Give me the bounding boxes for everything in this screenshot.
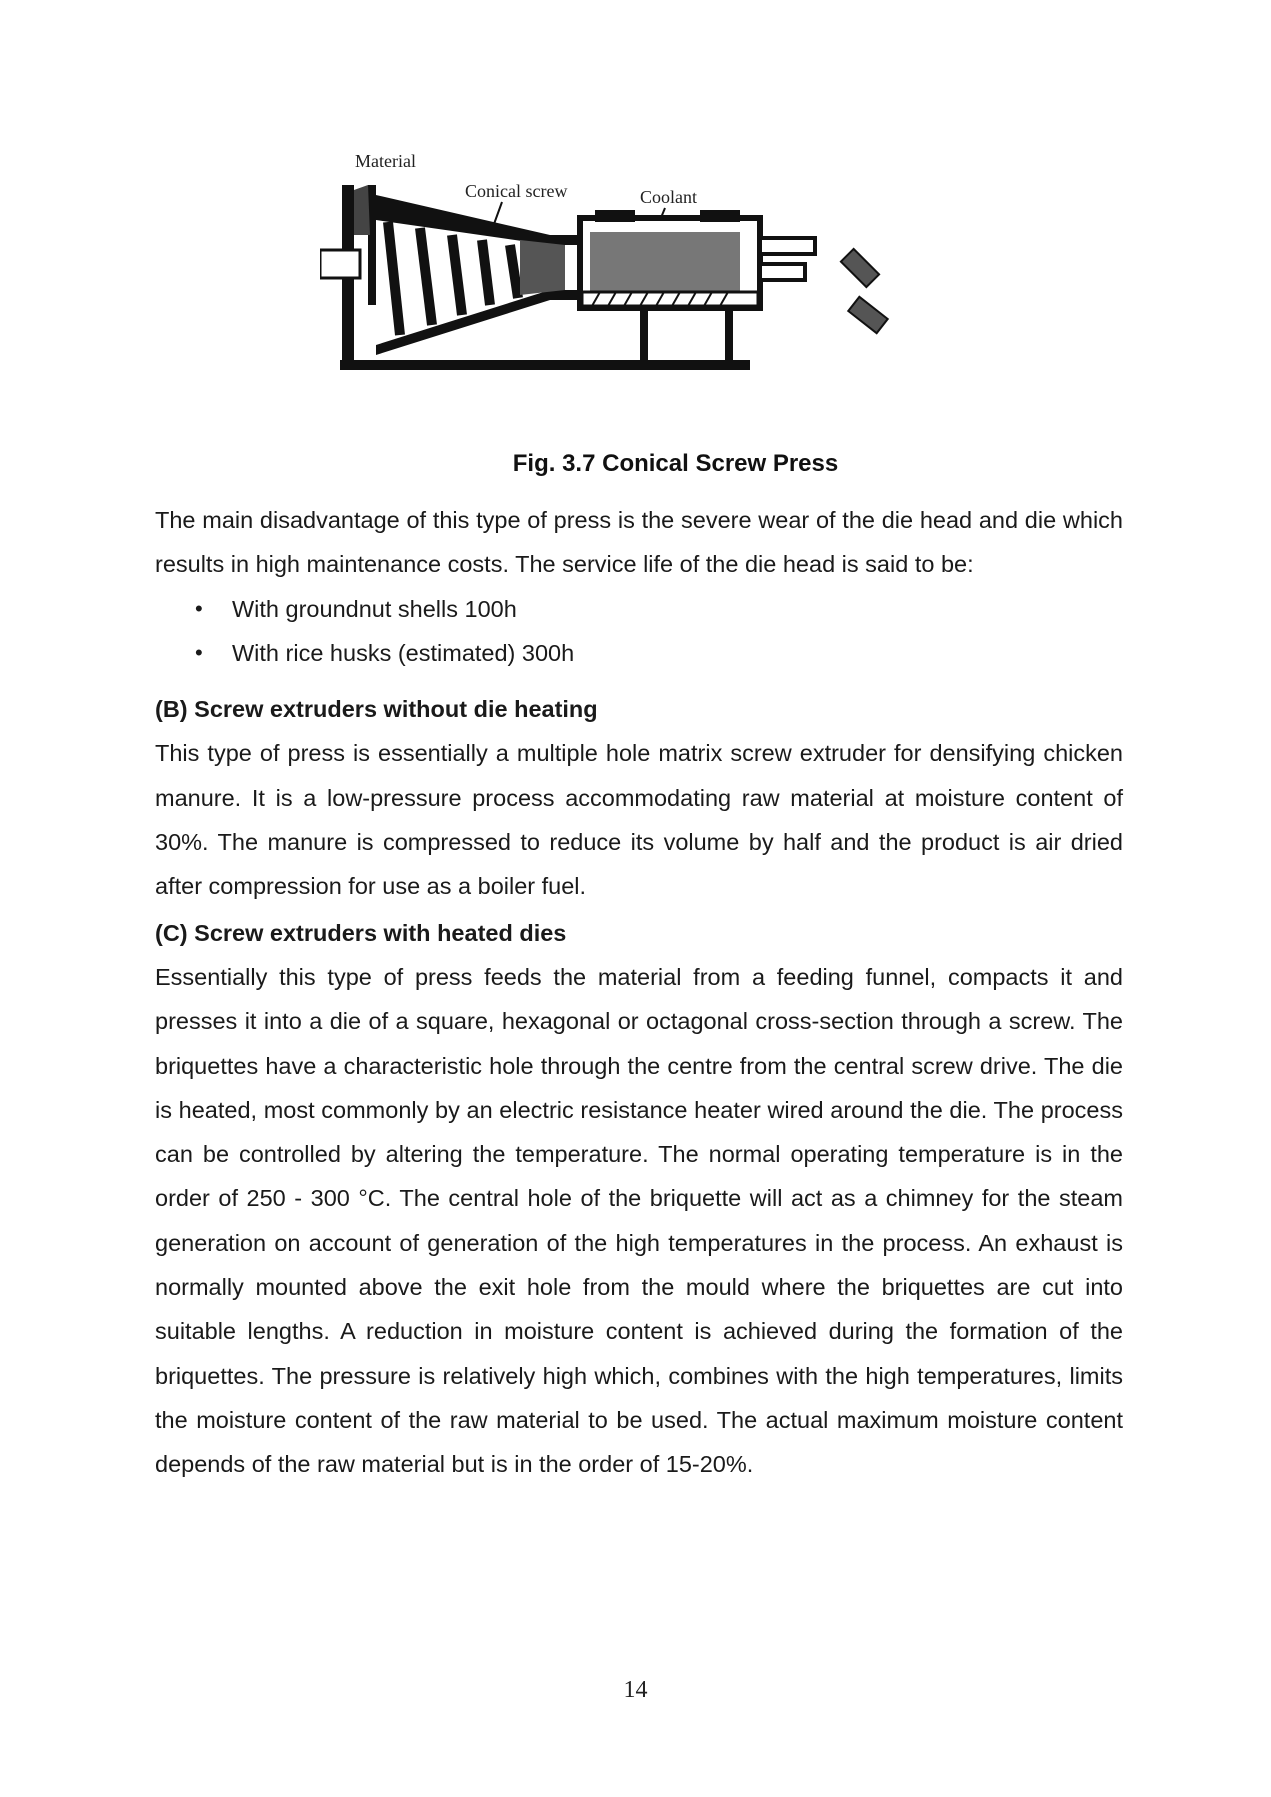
briquette-1 (841, 249, 879, 287)
die-material (590, 232, 740, 292)
heading-screw-extruders-without-die-heating: (B) Screw extruders without die heating (155, 696, 598, 723)
briquette-2 (848, 297, 887, 333)
heading-screw-extruders-with-heated-dies: (C) Screw extruders with heated dies (155, 919, 567, 946)
drive-shaft (320, 250, 360, 278)
outlet-top (760, 238, 815, 254)
conical-screw-press-diagram (320, 140, 960, 440)
conical-screw-press-figure (320, 140, 960, 440)
page-number: 14 (623, 1677, 648, 1703)
list-item: • With groundnut shells 100h (155, 587, 1123, 631)
base-frame (340, 360, 750, 370)
die-support-right (725, 308, 733, 363)
label-coolant: Coolant (640, 187, 697, 207)
paragraph-with-heated-dies: Essentially this type of press feeds the material from a feeding funnel, compacts it and presses it into a die of a square, hexagonal or octagonal cross-section through a screw. The briquettes have a characteristic hole through the centre from the central screw drive. The die is heated, most commonly by an electric resistance heater wired around the die. The process can be controlled by altering the temperature. The normal operating temperature is in the order of 250 - 300 °C. The central hole of the briquette will act as a chimney for the steam generation on account of generation of the high temperatures in the process. An exhaust is normally mounted above the exit hole from the mould where the briquettes are cut into suitable lengths. A reduction in moisture content is achieved during the formation of the briquettes. The pressure is relatively high which, combines with the high temperatures, limits the moisture content of the raw material to be used. The actual maximum moisture content depends of the raw material but is in the order of 15-20%. (155, 963, 1123, 1478)
die-support-left (640, 308, 648, 363)
label-material: Material (355, 151, 416, 171)
compressed-material (520, 240, 565, 295)
label-conical-screw: Conical screw (465, 181, 568, 201)
cone-housing-bottom (376, 290, 580, 355)
hopper-material (354, 185, 370, 235)
hopper-wall-inner (368, 185, 376, 305)
figure-caption: Fig. 3.7 Conical Screw Press (512, 450, 839, 477)
cone-housing-top (376, 195, 580, 245)
service-life-list (155, 587, 1123, 676)
screw-flights (388, 222, 518, 335)
coolant-outlet (700, 210, 740, 222)
paragraph-disadvantage: The main disadvantage of this type of press is the severe wear of the die head and die which results in high maintenance costs. The service life of the die head is said to be: (155, 507, 1123, 578)
list-item: • With rice husks (estimated) 300h (155, 631, 1123, 675)
coolant-inlet (595, 210, 635, 222)
outlet-bottom (760, 264, 805, 280)
paragraph-without-die-heating: This type of press is essentially a multiple hole matrix screw extruder for densifying chicken manure. It is a low-pressure process accommodating raw material at moisture content of 30%. The manure is compressed to reduce its volume by half and the product is air dried after compression for use as a boiler fuel. (155, 740, 1123, 900)
body-text (155, 498, 1123, 1487)
